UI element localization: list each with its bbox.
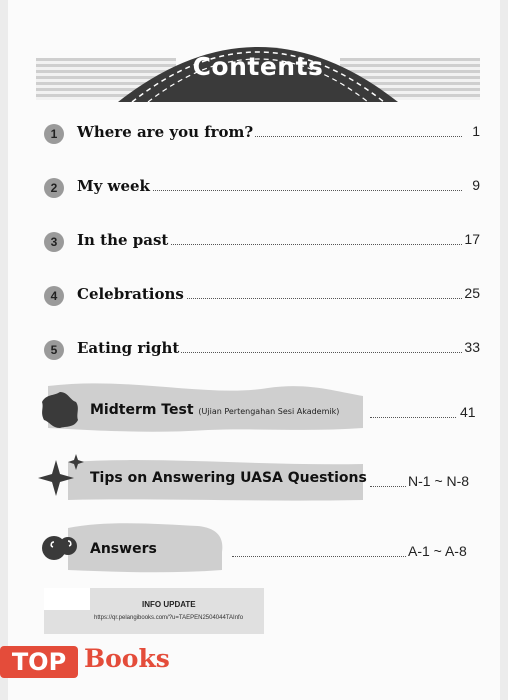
chapter-number-badge: 4: [44, 286, 64, 306]
midterm-subtitle: (Ujian Pertengahan Sesi Akademik): [198, 407, 340, 416]
answers-pages: A-1 ~ A-8: [408, 543, 467, 559]
page-number: 1: [472, 123, 480, 139]
info-heading: INFO UPDATE: [142, 600, 196, 609]
page-number: 17: [464, 231, 480, 247]
leader-dots: [370, 417, 456, 418]
sparkle-icon: [38, 452, 88, 502]
logo-books-text: Books: [84, 644, 170, 673]
logo-top-text: TOP: [0, 646, 78, 678]
page-title: Contents: [192, 52, 324, 81]
toc-row-2[interactable]: [44, 176, 480, 204]
tips-pages: N-1 ~ N-8: [408, 473, 470, 489]
chapter-title: Eating right: [77, 339, 180, 357]
page-number: 9: [472, 177, 480, 193]
topbooks-logo: [0, 642, 200, 687]
toc-row-1[interactable]: [44, 122, 480, 150]
page-number: 25: [464, 285, 480, 301]
speech-bubbles-icon: [40, 530, 80, 566]
answers-title[interactable]: Answers: [90, 541, 157, 557]
chapter-number-badge: 3: [44, 232, 64, 252]
midterm-title: Midterm Test: [90, 402, 194, 418]
flower-icon: [40, 390, 80, 430]
toc-row-4[interactable]: [44, 284, 480, 312]
tips-title[interactable]: Tips on Answering UASA Questions: [90, 470, 367, 486]
chapter-title: Celebrations: [77, 285, 184, 303]
midterm-page-number: 41: [460, 404, 476, 420]
toc-row-3[interactable]: [44, 230, 480, 258]
leader-dots: [232, 556, 406, 557]
midterm-title-line[interactable]: [90, 402, 339, 418]
info-update-box[interactable]: [44, 588, 264, 634]
chapter-title: My week: [77, 177, 150, 195]
chapter-title: In the past: [77, 231, 169, 249]
page-number: 33: [464, 339, 480, 355]
toc-row-5[interactable]: [44, 338, 480, 366]
chapter-title: Where are you from?: [77, 123, 254, 141]
chapter-number-badge: 1: [44, 124, 64, 144]
chapter-number-badge: 2: [44, 178, 64, 198]
leader-dots: [370, 486, 406, 487]
page: [8, 0, 500, 700]
qr-placeholder: [44, 588, 90, 610]
info-url[interactable]: https://qr.pelangibooks.com/?u=TAEPEN2504044TAInfo: [94, 615, 244, 621]
chapter-number-badge: 5: [44, 340, 64, 360]
